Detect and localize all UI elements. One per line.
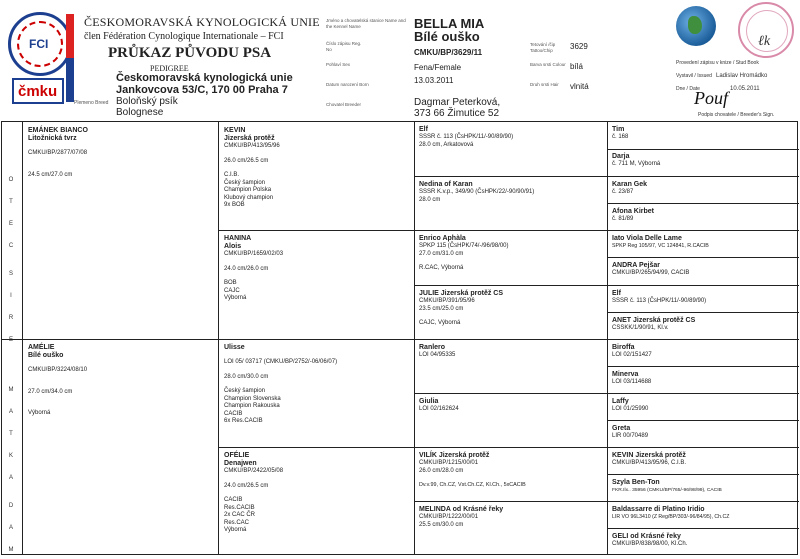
dam-cell xyxy=(28,344,87,418)
gen3-cell: Elf SSSR č. 113 (ČsHPK/11/-90/89/90) 28.0 cm, Arkatovová xyxy=(419,126,514,148)
gen3-cell: Giulia LOI 02/162624 xyxy=(419,398,459,412)
stamp-signature: ℓk xyxy=(758,34,771,49)
pedigree-label: PEDIGREE xyxy=(150,64,189,73)
gen3-cell: JULIE Jizerská protěž CS CMKU/BP/391/95/96 23.5 cm/25.0 cm CAJC, Výborná xyxy=(419,290,504,326)
gen4-cell: ANET Jizerská protěž CS CSSKK/1/90/91, Kl.v. xyxy=(612,317,696,331)
gen4-cell: Laffy LOI 01/25990 xyxy=(612,398,649,412)
dam-side-label: M A T K A D A M xyxy=(8,387,14,553)
breeder-sign-label: Podpis chovatele / Breeder's Sign. xyxy=(698,112,775,118)
issuer-signature: Pouf xyxy=(694,88,728,108)
gen4-cell: Greta LIR 00/70489 xyxy=(612,425,649,439)
breeder-name: Dagmar Peterková, xyxy=(414,97,501,108)
breed-cz: Boloňský psík xyxy=(116,96,178,107)
hair-value: vlnitá xyxy=(570,82,589,91)
gen4-cell: Minerva LOI 03/114688 xyxy=(612,371,652,385)
sire-side-label: O T E C S I R E xyxy=(8,177,14,343)
sire-size: 24.5 cm/27.0 cm xyxy=(28,171,73,178)
issued-by: Ladislav Hromádko xyxy=(716,73,768,79)
address-line-2: Jankovcova 53/C, 170 00 Praha 7 xyxy=(116,84,288,96)
sex-label: Pohlaví Sex xyxy=(326,62,351,67)
dob-value: 13.03.2011 xyxy=(414,76,454,85)
issue-date: 10.05.2011 xyxy=(730,86,760,92)
date-label: Dne / Date xyxy=(676,86,700,92)
gen3-cell: Enrico Aphàla SPKP 115 (ČsHPK/74/-/96/98/00) 27.0 cm/31.0 cm R.CAC, Výborná xyxy=(419,235,509,271)
dam-name: AMÉLIE xyxy=(28,344,55,351)
gen4-cell: ANDRA Pejšar CMKU/BP/265/94/99, CACIB xyxy=(612,262,690,276)
document-header xyxy=(0,0,800,118)
colour-value: bílá xyxy=(570,62,583,71)
gen3-cell: VILÍK Jizerská protěž CMKU/BP/1215/00/01 26.0 cm/28.0 cm Dv.v.99, Ch.CZ, Vst.Ch.CZ, Kl.Ch., 5xCACIB xyxy=(419,452,526,488)
document-title: PRŮKAZ PŮVODU PSA xyxy=(108,45,272,61)
gen4-cell: Biroffa LOI 02/151427 xyxy=(612,344,652,358)
breed-en: Bolognese xyxy=(116,107,164,118)
breeder-address: 373 66 Žimutice 52 xyxy=(414,108,500,119)
issued-label: Vystavil / Issued xyxy=(676,73,712,79)
stud-book-label: Provedení zápisu v knize / Stud Book xyxy=(676,60,759,66)
tattoo-value: 3629 xyxy=(570,42,588,51)
gen4-cell: Iato Viola Delle Lame SPKP Reg 105/97, VC 124841, R.CACIB xyxy=(612,235,709,249)
flag-stripe xyxy=(66,14,74,102)
reg-label: Číslo zápisu Reg. No xyxy=(326,41,362,52)
fci-logo-text: FCI xyxy=(29,37,49,51)
gen4-cell: Baldassarre di Platino Iridio LIR VO 96L3410 (Z Reg/BP/303/-96/84/95), Ch.CZ xyxy=(612,506,730,520)
gen4-cell: Elf SSSR č. 113 (ČsHPK/11/-90/89/90) xyxy=(612,290,707,304)
dam-size: 27.0 cm/34.0 cm xyxy=(28,388,73,395)
gen2-cell: KEVIN Jizerská protěž CMKU/BP/413/95/96 26.0 cm/26.5 cm C.I.B. Český šampion Champion Polska Klubový champion 9x BOB xyxy=(224,127,280,208)
gen2-cell: OFÉLIE Denajwen CMKU/BP/2422/05/08 24.0 cm/26.5 cm CACIB Res.CACIB 2x CAC ČR Res.CAC Výborná xyxy=(224,452,284,533)
name-label: Jméno a chovatelská stanice Name and the Kennel Name xyxy=(326,18,406,29)
tattoo-label: Tetování /čip Tattoo/Chip xyxy=(530,42,556,53)
sire-cell xyxy=(28,127,88,179)
dog-name: BELLA MIA xyxy=(414,16,485,31)
fci-logo xyxy=(8,12,72,76)
sex-value: Fena/Female xyxy=(414,63,462,72)
gen4-cell: Karan Gek č. 23/87 xyxy=(612,181,648,195)
dam-kennel: Bílé ouško xyxy=(28,352,64,359)
hair-label: Druh srsti Hair xyxy=(530,82,559,87)
cmku-logo: čmku xyxy=(12,78,64,104)
gen4-cell: Afona Kirbet č. 81/89 xyxy=(612,208,654,222)
breeder-label: Chovatel Breeder xyxy=(326,102,362,107)
globe-seal-icon xyxy=(676,6,716,46)
gen2-cell: Ulisse LOI 05/ 03717 (CMKU/BP/2752/-06/06/07) 28.0 cm/30.0 cm Český šampion Champion Slovenska Champion Rakouska CACIB 6x Res.CACIB xyxy=(224,344,338,424)
gen3-cell: Nedina of Karan SSSR K.v.p., 349/90 (ČsHPK/22/-90/90/91) 28.0 cm xyxy=(419,181,535,203)
sire-kennel: Litožnická tvrz xyxy=(28,135,77,142)
dam-note: Výborná xyxy=(28,410,51,416)
breed-label: Plemeno Breed xyxy=(74,100,109,106)
org-name: ČESKOMORAVSKÁ KYNOLOGICKÁ UNIE xyxy=(84,15,320,29)
address-line-1: Českomoravská kynologická unie xyxy=(116,72,293,84)
gen4-cell: Darja č. 711 M, Výborná xyxy=(612,153,661,167)
org-member: člen Fédération Cynologique Internationale – FCI xyxy=(84,31,284,42)
dog-kennel: Bílé ouško xyxy=(414,29,480,44)
reg-number: CMKU/BP/3629/11 xyxy=(414,48,483,57)
gen2-cell: HANINA Alois CMKU/BP/1659/02/03 24.0 cm/26.0 cm BOB CAJC Výborná xyxy=(224,235,284,301)
gen4-cell: GELI od Krásné řeky CMKU/BP/838/98/00, Kl.Ch. xyxy=(612,533,688,547)
gen3-cell: MELINDA od Krásné řeky CMKU/BP/1222/00/01 25.5 cm/30.0 cm xyxy=(419,506,504,528)
dob-label: Datum narození Born xyxy=(326,82,369,87)
gen4-cell: Tim č. 168 xyxy=(612,126,629,140)
sire-reg: CMKU/BP/2877/07/08 xyxy=(28,150,88,156)
dam-reg: CMKU/BP/3224/08/10 xyxy=(28,367,88,373)
sire-name: EMÁNEK BIANCO xyxy=(28,127,88,134)
colour-label: Barva srsti Colour xyxy=(530,62,566,67)
pedigree-table xyxy=(1,121,798,555)
gen4-cell: Szyla Ben-Ton FKR.Ilx.. 35956 (CMKU/BP/765/-96/98/99), CACIB xyxy=(612,479,722,493)
gen4-cell: KEVIN Jizerská protěž CMKU/BP/413/95/96, C.I.B. xyxy=(612,452,687,466)
gen3-cell: Ranlero LOI 04/95335 xyxy=(419,344,456,358)
